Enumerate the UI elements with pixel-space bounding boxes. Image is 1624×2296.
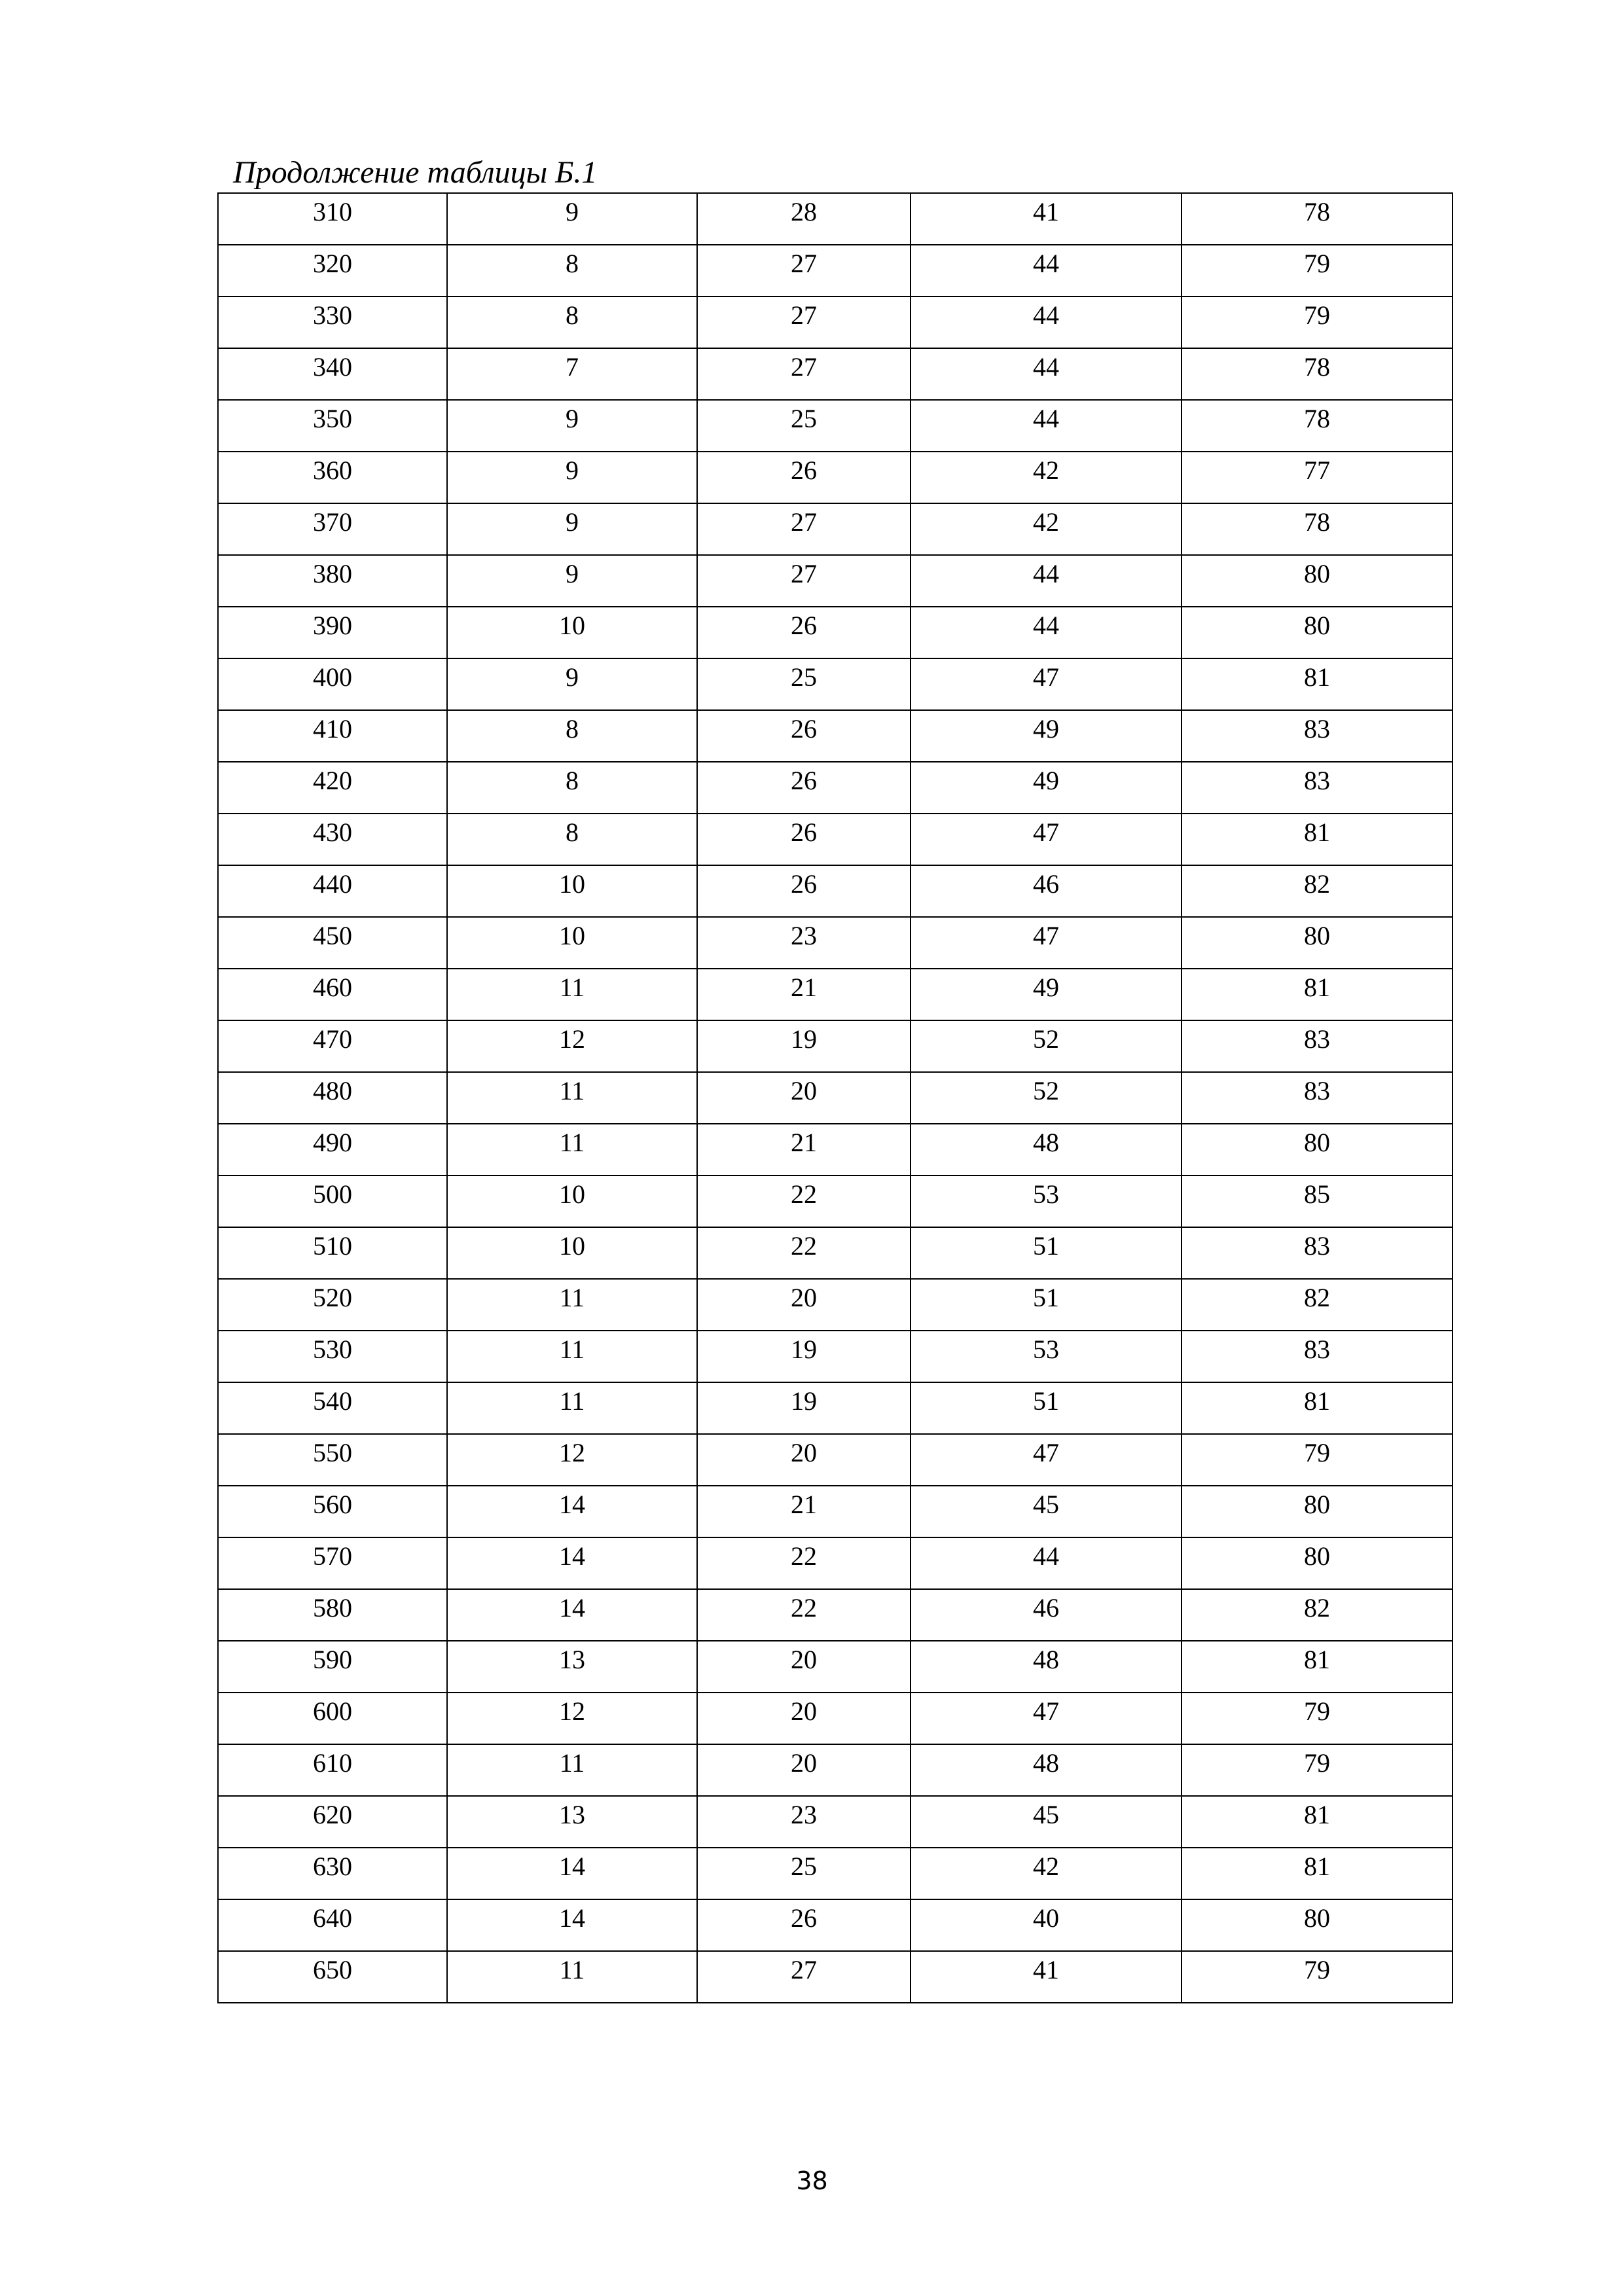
table-cell: 9 [447, 400, 697, 452]
table-cell: 80 [1182, 917, 1453, 969]
table-cell: 520 [218, 1279, 447, 1331]
table-cell: 360 [218, 452, 447, 503]
table-cell: 310 [218, 193, 447, 245]
table-cell: 450 [218, 917, 447, 969]
table-cell: 330 [218, 296, 447, 348]
table-cell: 79 [1182, 1951, 1453, 2003]
table-cell: 8 [447, 814, 697, 865]
table-cell: 44 [911, 607, 1182, 658]
table-row [218, 1848, 1453, 1899]
table-cell: 9 [447, 193, 697, 245]
table-cell: 10 [447, 865, 697, 917]
table-cell: 81 [1182, 1796, 1453, 1848]
table-cell: 26 [697, 452, 911, 503]
table-cell: 22 [697, 1537, 911, 1589]
table-cell: 600 [218, 1693, 447, 1744]
table-row [218, 452, 1453, 503]
table-cell: 420 [218, 762, 447, 814]
table-cell: 13 [447, 1796, 697, 1848]
table-cell: 14 [447, 1537, 697, 1589]
table-cell: 44 [911, 400, 1182, 452]
table-cell: 22 [697, 1227, 911, 1279]
table-cell: 20 [697, 1641, 911, 1693]
table-cell: 42 [911, 452, 1182, 503]
table-cell: 53 [911, 1175, 1182, 1227]
table-row [218, 1693, 1453, 1744]
table-cell: 80 [1182, 1899, 1453, 1951]
table-cell: 26 [697, 710, 911, 762]
table-cell: 79 [1182, 1693, 1453, 1744]
table-cell: 52 [911, 1020, 1182, 1072]
table-continuation-caption: Продолжение таблицы Б.1 [233, 155, 598, 190]
table-cell: 47 [911, 658, 1182, 710]
table-row [218, 710, 1453, 762]
table-row [218, 1175, 1453, 1227]
table-cell: 390 [218, 607, 447, 658]
table-cell: 460 [218, 969, 447, 1020]
table-cell: 9 [447, 452, 697, 503]
table-cell: 45 [911, 1486, 1182, 1537]
table-cell: 21 [697, 1486, 911, 1537]
table-cell: 46 [911, 1589, 1182, 1641]
table-cell: 22 [697, 1175, 911, 1227]
table-cell: 21 [697, 1124, 911, 1175]
table-cell: 11 [447, 1124, 697, 1175]
table-cell: 20 [697, 1744, 911, 1796]
table-cell: 540 [218, 1382, 447, 1434]
table-cell: 13 [447, 1641, 697, 1693]
table-cell: 79 [1182, 1744, 1453, 1796]
table-row [218, 762, 1453, 814]
table-cell: 20 [697, 1072, 911, 1124]
table-cell: 25 [697, 1848, 911, 1899]
table-cell: 78 [1182, 503, 1453, 555]
table-cell: 27 [697, 555, 911, 607]
table-cell: 25 [697, 658, 911, 710]
table-cell: 27 [697, 503, 911, 555]
table-row [218, 1899, 1453, 1951]
table-cell: 42 [911, 1848, 1182, 1899]
table-row [218, 1641, 1453, 1693]
table-row [218, 348, 1453, 400]
table-cell: 20 [697, 1434, 911, 1486]
table-cell: 81 [1182, 1641, 1453, 1693]
table-cell: 49 [911, 762, 1182, 814]
table-cell: 8 [447, 245, 697, 296]
table-cell: 580 [218, 1589, 447, 1641]
table-cell: 78 [1182, 400, 1453, 452]
table-cell: 14 [447, 1486, 697, 1537]
table-row [218, 1020, 1453, 1072]
table-row [218, 1279, 1453, 1331]
table-cell: 48 [911, 1124, 1182, 1175]
table-cell: 82 [1182, 865, 1453, 917]
table-cell: 85 [1182, 1175, 1453, 1227]
table-row [218, 1072, 1453, 1124]
table-cell: 560 [218, 1486, 447, 1537]
table-row [218, 1486, 1453, 1537]
table-cell: 14 [447, 1848, 697, 1899]
table-cell: 470 [218, 1020, 447, 1072]
table-row [218, 1589, 1453, 1641]
table-cell: 41 [911, 1951, 1182, 2003]
table-cell: 82 [1182, 1279, 1453, 1331]
table-cell: 51 [911, 1227, 1182, 1279]
table-cell: 490 [218, 1124, 447, 1175]
table-cell: 550 [218, 1434, 447, 1486]
table-cell: 410 [218, 710, 447, 762]
table-row [218, 1796, 1453, 1848]
table-cell: 78 [1182, 193, 1453, 245]
table-cell: 81 [1182, 658, 1453, 710]
table-cell: 19 [697, 1382, 911, 1434]
table-cell: 77 [1182, 452, 1453, 503]
table-cell: 27 [697, 245, 911, 296]
table-cell: 81 [1182, 814, 1453, 865]
table-cell: 81 [1182, 969, 1453, 1020]
table-cell: 46 [911, 865, 1182, 917]
table-cell: 10 [447, 1175, 697, 1227]
table-cell: 570 [218, 1537, 447, 1589]
table-cell: 48 [911, 1641, 1182, 1693]
table-cell: 44 [911, 296, 1182, 348]
table-row [218, 400, 1453, 452]
table-cell: 11 [447, 1331, 697, 1382]
table-cell: 26 [697, 1899, 911, 1951]
table-cell: 79 [1182, 1434, 1453, 1486]
table-cell: 78 [1182, 348, 1453, 400]
table-cell: 10 [447, 1227, 697, 1279]
table-cell: 42 [911, 503, 1182, 555]
table-cell: 47 [911, 814, 1182, 865]
table-row [218, 1124, 1453, 1175]
table-cell: 320 [218, 245, 447, 296]
table-cell: 41 [911, 193, 1182, 245]
table-cell: 49 [911, 969, 1182, 1020]
table-cell: 510 [218, 1227, 447, 1279]
table-cell: 80 [1182, 1124, 1453, 1175]
table-row [218, 1227, 1453, 1279]
table-row [218, 1382, 1453, 1434]
table-cell: 80 [1182, 1537, 1453, 1589]
table-cell: 610 [218, 1744, 447, 1796]
table-cell: 44 [911, 1537, 1182, 1589]
table-cell: 26 [697, 607, 911, 658]
table-cell: 25 [697, 400, 911, 452]
table-cell: 27 [697, 348, 911, 400]
table-cell: 48 [911, 1744, 1182, 1796]
table-cell: 500 [218, 1175, 447, 1227]
table-cell: 26 [697, 814, 911, 865]
table-cell: 80 [1182, 555, 1453, 607]
table-cell: 79 [1182, 245, 1453, 296]
table-cell: 370 [218, 503, 447, 555]
table-cell: 11 [447, 1744, 697, 1796]
table-cell: 20 [697, 1279, 911, 1331]
table-row [218, 1331, 1453, 1382]
table-row [218, 865, 1453, 917]
table-cell: 83 [1182, 1331, 1453, 1382]
table-cell: 12 [447, 1020, 697, 1072]
table-cell: 440 [218, 865, 447, 917]
table-cell: 53 [911, 1331, 1182, 1382]
table-row [218, 1537, 1453, 1589]
table-row [218, 245, 1453, 296]
table-cell: 51 [911, 1279, 1182, 1331]
table-cell: 83 [1182, 710, 1453, 762]
table-row [218, 658, 1453, 710]
table-cell: 10 [447, 917, 697, 969]
table-cell: 82 [1182, 1589, 1453, 1641]
table-cell: 81 [1182, 1382, 1453, 1434]
table-cell: 23 [697, 917, 911, 969]
table-row [218, 555, 1453, 607]
table-cell: 11 [447, 969, 697, 1020]
table-cell: 12 [447, 1434, 697, 1486]
table-row [218, 1434, 1453, 1486]
table-row [218, 969, 1453, 1020]
table-cell: 23 [697, 1796, 911, 1848]
table-cell: 22 [697, 1589, 911, 1641]
table-cell: 44 [911, 245, 1182, 296]
table-cell: 11 [447, 1279, 697, 1331]
table-cell: 80 [1182, 1486, 1453, 1537]
table-cell: 20 [697, 1693, 911, 1744]
table-cell: 400 [218, 658, 447, 710]
table-cell: 9 [447, 503, 697, 555]
table-cell: 19 [697, 1331, 911, 1382]
table-cell: 590 [218, 1641, 447, 1693]
table-cell: 8 [447, 710, 697, 762]
table-body [218, 193, 1453, 2003]
page-number: 38 [796, 2166, 828, 2195]
table-cell: 8 [447, 296, 697, 348]
table-row [218, 814, 1453, 865]
table-cell: 640 [218, 1899, 447, 1951]
table-cell: 430 [218, 814, 447, 865]
table-cell: 80 [1182, 607, 1453, 658]
table-cell: 49 [911, 710, 1182, 762]
table-cell: 45 [911, 1796, 1182, 1848]
table-cell: 11 [447, 1951, 697, 2003]
table-row [218, 607, 1453, 658]
table-cell: 19 [697, 1020, 911, 1072]
table-cell: 26 [697, 865, 911, 917]
table-cell: 83 [1182, 1072, 1453, 1124]
table-cell: 340 [218, 348, 447, 400]
table-cell: 21 [697, 969, 911, 1020]
table-cell: 14 [447, 1589, 697, 1641]
table-cell: 40 [911, 1899, 1182, 1951]
table-cell: 480 [218, 1072, 447, 1124]
table-cell: 28 [697, 193, 911, 245]
table-cell: 44 [911, 348, 1182, 400]
table-cell: 27 [697, 1951, 911, 2003]
table-cell: 10 [447, 607, 697, 658]
table-cell: 47 [911, 1693, 1182, 1744]
table-cell: 11 [447, 1382, 697, 1434]
table-cell: 11 [447, 1072, 697, 1124]
table-cell: 26 [697, 762, 911, 814]
table-cell: 83 [1182, 762, 1453, 814]
table-cell: 350 [218, 400, 447, 452]
table-row [218, 1951, 1453, 2003]
table-cell: 51 [911, 1382, 1182, 1434]
table-cell: 81 [1182, 1848, 1453, 1899]
table-cell: 14 [447, 1899, 697, 1951]
table-row [218, 1744, 1453, 1796]
data-table [217, 192, 1453, 2003]
table-cell: 79 [1182, 296, 1453, 348]
table-row [218, 503, 1453, 555]
table-cell: 8 [447, 762, 697, 814]
table-cell: 630 [218, 1848, 447, 1899]
table-row [218, 296, 1453, 348]
table-cell: 47 [911, 917, 1182, 969]
table-cell: 380 [218, 555, 447, 607]
table-cell: 650 [218, 1951, 447, 2003]
table-cell: 12 [447, 1693, 697, 1744]
table-cell: 9 [447, 658, 697, 710]
table-row [218, 917, 1453, 969]
table-cell: 83 [1182, 1227, 1453, 1279]
table-cell: 9 [447, 555, 697, 607]
table-cell: 7 [447, 348, 697, 400]
table-row [218, 193, 1453, 245]
table-cell: 27 [697, 296, 911, 348]
table-cell: 44 [911, 555, 1182, 607]
table-cell: 620 [218, 1796, 447, 1848]
table-cell: 52 [911, 1072, 1182, 1124]
table-cell: 530 [218, 1331, 447, 1382]
table-cell: 83 [1182, 1020, 1453, 1072]
table-cell: 47 [911, 1434, 1182, 1486]
